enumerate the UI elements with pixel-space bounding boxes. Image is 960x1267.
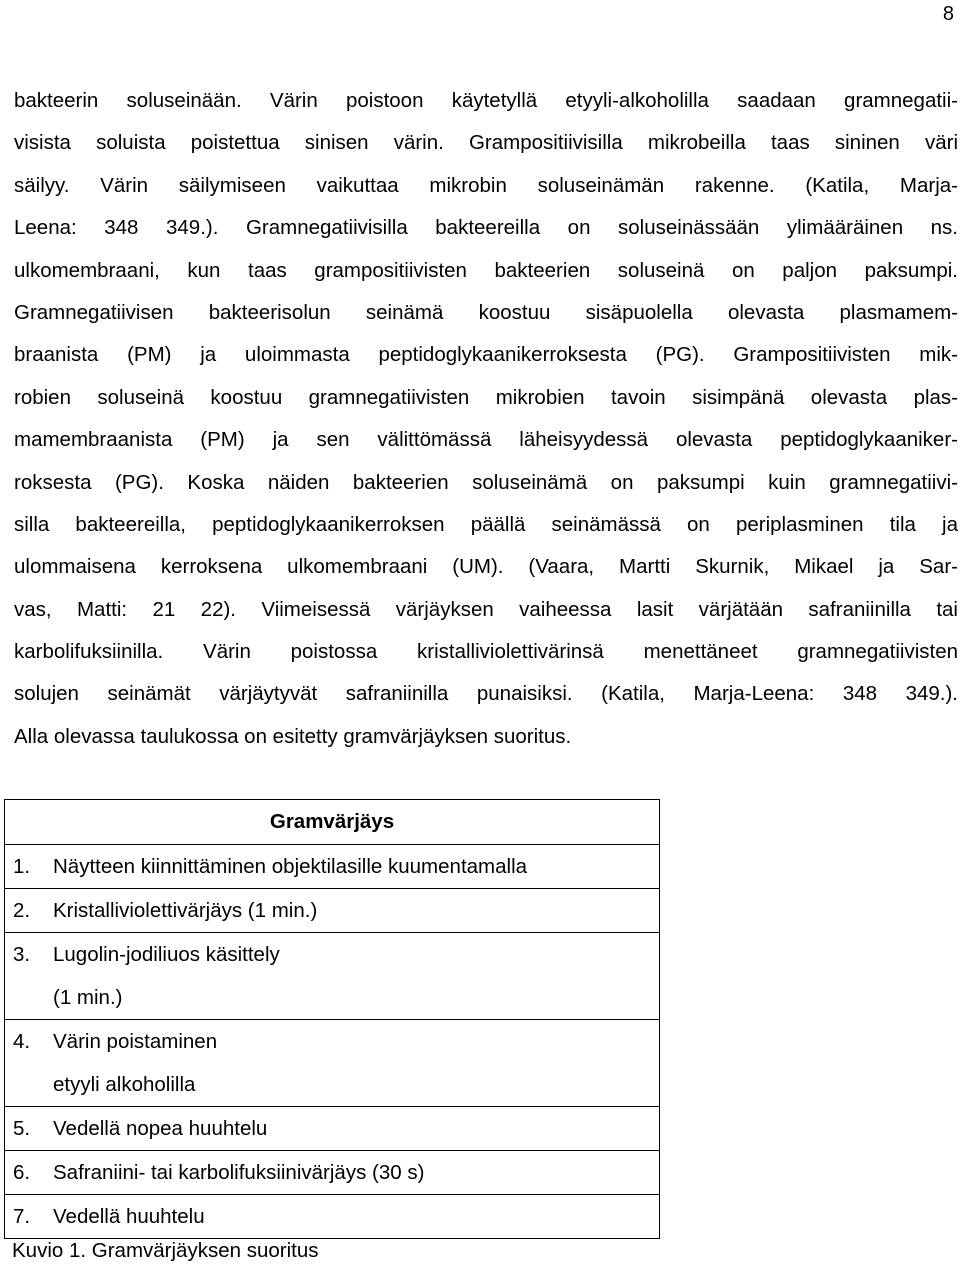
paragraph-line: Gramnegatiivisen bakteerisolun seinämä koostuu sisäpuolella olevasta plasmamem- [14,300,958,324]
step-number: 3. [13,943,31,966]
step-number: 2. [13,899,31,922]
body-paragraph [14,80,958,758]
step-number: 6. [13,1161,31,1184]
step-3 [13,933,659,976]
step-text: Värin poistaminen [53,1030,218,1053]
gram-stain-table-wrapper [4,799,660,1239]
paragraph-line: ulommaisena kerroksena ulkomembraani (UM). (Vaara, Martti Skurnik, Mikael ja Sar- [14,555,958,579]
paragraph-line: mamembraanista (PM) ja sen välittömässä läheisyydessä olevasta peptidoglykaaniker- [14,428,958,452]
table-row [5,845,660,889]
step-number: 7. [13,1205,31,1228]
paragraph-line: robien soluseinä koostuu gramnegatiivisten mikrobien tavoin sisimpänä olevasta plas- [14,385,958,409]
table-row [5,933,660,1020]
step-number: 1. [13,855,31,878]
step-text: etyyli alkoholilla [53,1073,196,1096]
step-3-continuation [13,976,659,1019]
step-text: Vedellä nopea huuhtelu [53,1117,268,1140]
paragraph-line: solujen seinämät värjäytyvät safraniinilla punaisiksi. (Katila, Marja-Leena: 348 349.). [14,682,958,706]
table-row [5,1151,660,1195]
step-1 [13,845,659,888]
step-text: Kristalliviolettivärjäys (1 min.) [53,899,318,922]
paragraph-line: roksesta (PG). Koska näiden bakteerien soluseinämä on paksumpi kuin gramnegatiivi- [14,470,958,494]
step-6 [13,1151,659,1194]
table-row [5,1195,660,1239]
step-text: Vedellä huuhtelu [53,1205,205,1228]
step-number: 5. [13,1117,31,1140]
step-2 [13,889,659,932]
paragraph-line: karbolifuksiinilla. Värin poistossa kristalliviolettivärinsä menettäneet gramnegatiivisten [14,640,958,664]
step-4 [13,1020,659,1063]
paragraph-line: visista soluista poistettua sinisen värin. Grampositiivisilla mikrobeilla taas sininen väri [14,131,958,155]
step-7 [13,1195,659,1238]
step-text: Lugolin-jodiliuos käsittely [53,943,280,966]
paragraph-line: säilyy. Värin säilymiseen vaikuttaa mikrobin soluseinämän rakenne. (Katila, Marja- [14,173,958,197]
paragraph-line: vas, Matti: 21 22). Viimeisessä värjäyksen vaiheessa lasit värjätään safraniinilla tai [14,597,958,621]
step-text: Näytteen kiinnittäminen objektilasille kuumentamalla [53,855,528,878]
paragraph-line: silla bakteereilla, peptidoglykaanikerroksen päällä seinämässä on periplasminen tila ja [14,512,958,536]
gram-stain-table [4,799,660,1239]
page-number: 8 [942,3,954,25]
step-4-continuation [13,1063,659,1106]
step-text: Safraniini- tai karbolifuksiinivärjäys (30 s) [53,1161,425,1184]
paragraph-line: ulkomembraani, kun taas grampositiivisten bakteerien soluseinä on paljon paksumpi. [14,258,958,282]
table-row [5,889,660,933]
step-number: 4. [13,1030,31,1053]
paragraph-line: Alla olevassa taulukossa on esitetty gramvärjäyksen suoritus. [14,724,572,748]
step-5 [13,1107,659,1150]
paragraph-line: Leena: 348 349.). Gramnegatiivisilla bakteereilla on soluseinässään ylimääräinen ns. [14,216,958,240]
table-row [5,1107,660,1151]
table-row [5,1020,660,1107]
paragraph-line: braanista (PM) ja uloimmasta peptidoglykaanikerroksesta (PG). Grampositiivisten mik- [14,343,958,367]
step-text: (1 min.) [53,986,123,1009]
figure-caption: Kuvio 1. Gramvärjäyksen suoritus [12,1239,319,1262]
table-title: Gramvärjäys [5,800,660,845]
paragraph-line: bakteerin soluseinään. Värin poistoon käytetyllä etyyli-alkoholilla saadaan gramnegatii- [14,89,958,112]
table-title-row [5,800,660,845]
